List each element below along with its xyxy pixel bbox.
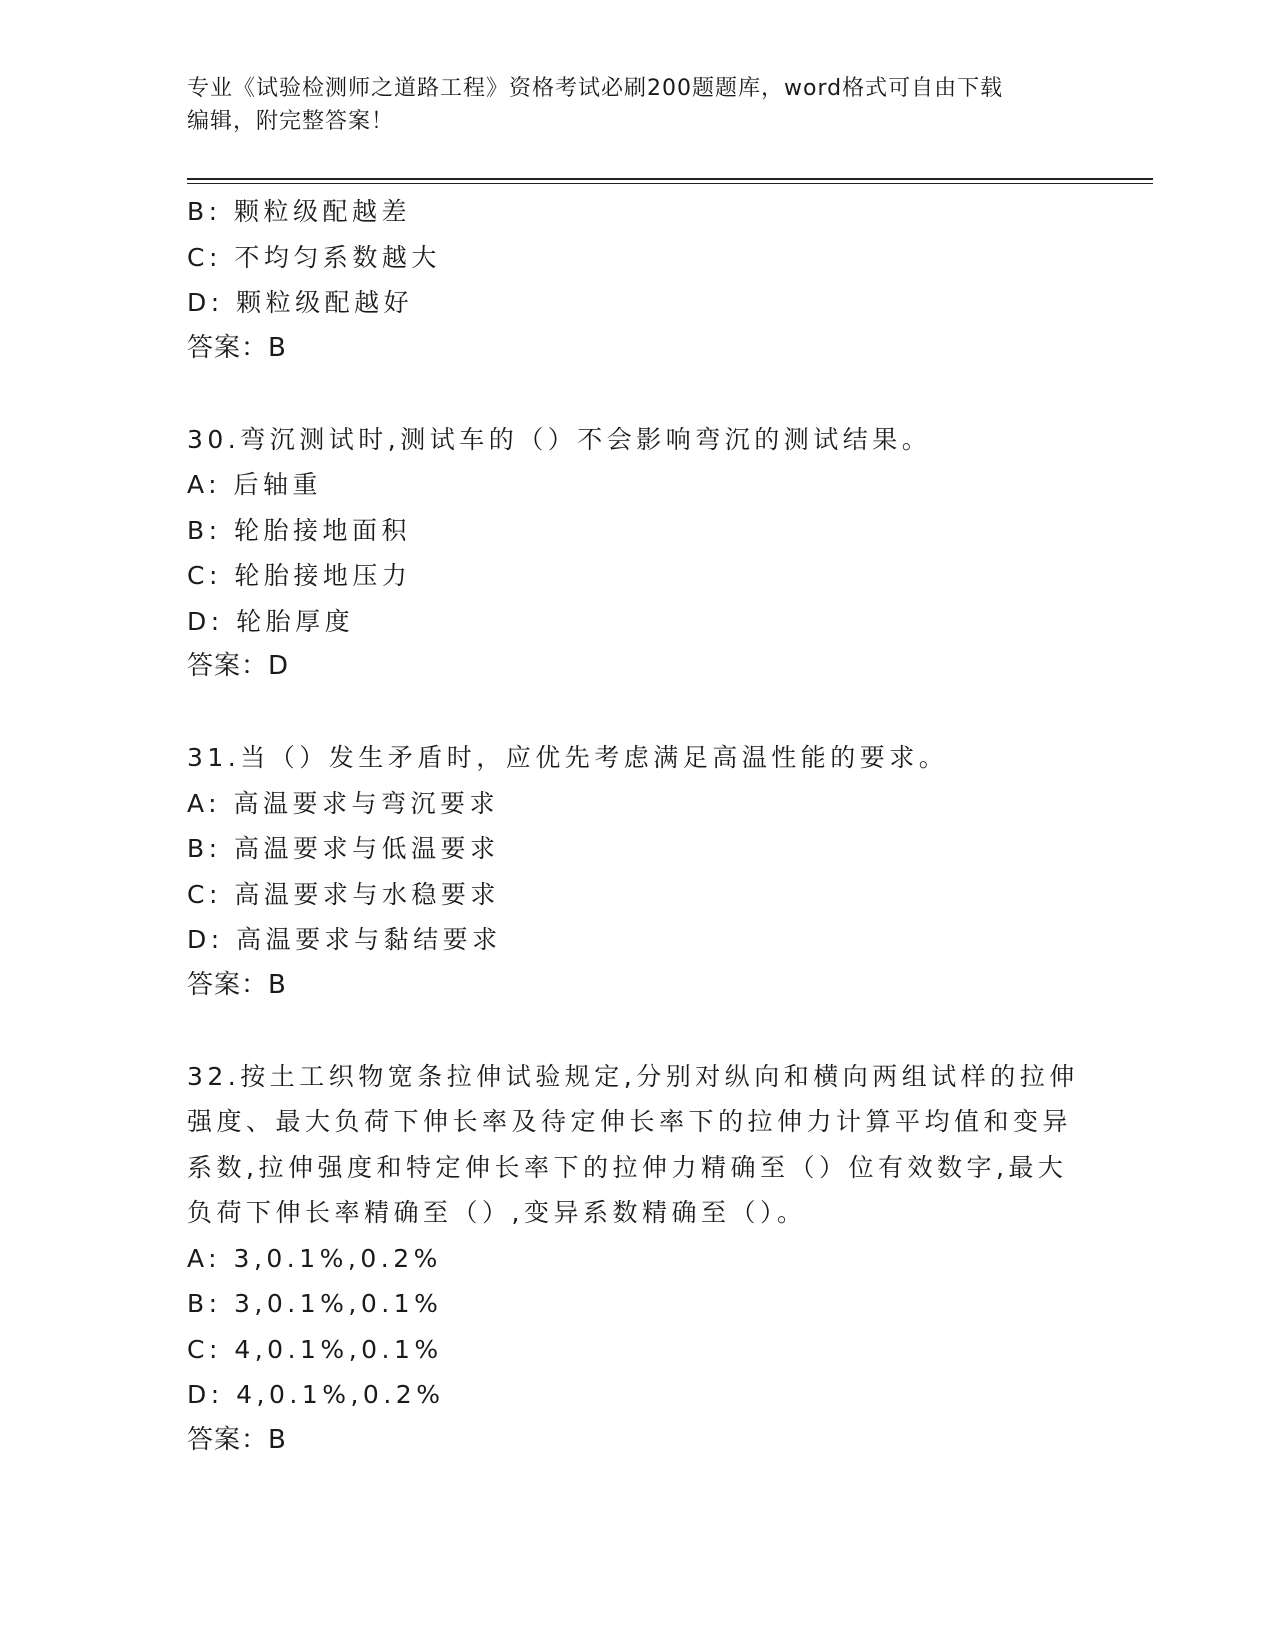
option-b: B: 3,0.1%,0.1%: [187, 1289, 443, 1318]
option-d: D: 轮胎厚度: [187, 606, 355, 636]
question-text: 31.当（）发生矛盾时，应优先考虑满足高温性能的要求。: [187, 743, 949, 772]
option-c: C: 不均匀系数越大: [187, 242, 441, 272]
question-32: [187, 1054, 1079, 1464]
answer-line: 答案：B: [187, 1424, 287, 1455]
option-a: A: 3,0.1%,0.2%: [187, 1243, 442, 1273]
option-c: C: 4,0.1%,0.1%: [187, 1334, 443, 1364]
header-rule-thick: [187, 178, 1153, 180]
question-text-line-1: 32.按土工织物宽条拉伸试验规定,分别对纵向和横向两组试样的拉伸: [187, 1061, 1079, 1091]
option-b: B: 颗粒级配越差: [187, 197, 412, 226]
option-a: A: 高温要求与弯沉要求: [187, 788, 500, 818]
question-30: [187, 417, 1067, 690]
spacer: [187, 1008, 1067, 1054]
option-d: D: 4,0.1%,0.2%: [187, 1380, 445, 1409]
option-b: B: 高温要求与低温要求: [187, 834, 500, 863]
answer-line: 答案：D: [187, 651, 290, 681]
answer-line: 答案：B: [187, 332, 287, 363]
header-line-1: 专业《试验检测师之道路工程》资格考试必刷200题题库，word格式可自由下载: [187, 76, 1004, 101]
spacer: [187, 690, 1067, 736]
question-text-line-4: 负荷下伸长率精确至（）,变异系数精确至（）。: [187, 1198, 807, 1227]
question-text-line-2: 强度、最大负荷下伸长率及待定伸长率下的拉伸力计算平均值和变异: [187, 1107, 1073, 1136]
spacer: [187, 371, 1067, 417]
document-header: [187, 72, 1067, 138]
option-c: C: 高温要求与水稳要求: [187, 879, 500, 909]
answer-line: 答案：B: [187, 969, 287, 1000]
option-a: A: 后轴重: [187, 470, 323, 499]
option-c: C: 轮胎接地压力: [187, 561, 412, 590]
option-d: D: 颗粒级配越好: [187, 288, 414, 317]
header-rule-thin: [187, 183, 1153, 184]
option-d: D: 高温要求与黏结要求: [187, 925, 502, 954]
question-29-tail: [187, 189, 1067, 371]
option-b: B: 轮胎接地面积: [187, 515, 412, 545]
header-line-2: 编辑，附完整答案！: [187, 109, 395, 134]
question-content: [187, 189, 1079, 1463]
question-text-line-3: 系数,拉伸强度和特定伸长率下的拉伸力精确至（）位有效数字,最大: [187, 1152, 1068, 1182]
question-31: [187, 735, 1067, 1008]
question-text: 30.弯沉测试时,测试车的（）不会影响弯沉的测试结果。: [187, 424, 932, 454]
